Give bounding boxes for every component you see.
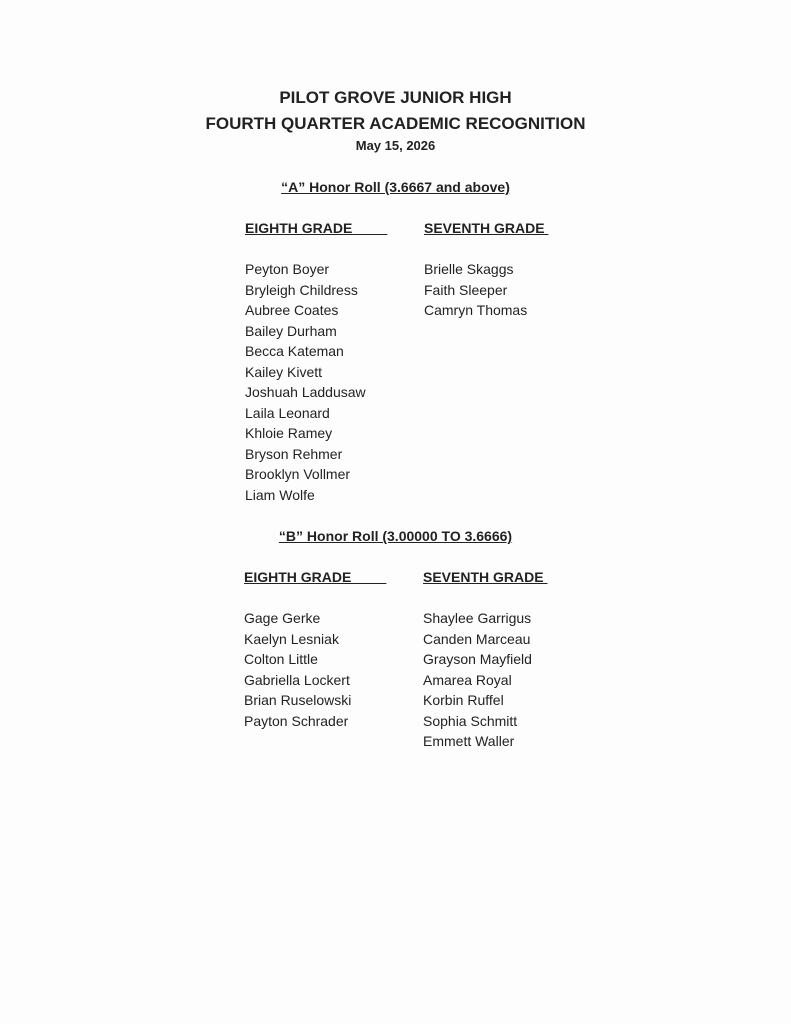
- document-date: May 15, 2026: [355, 138, 436, 153]
- student-name: Colton Little: [244, 651, 318, 667]
- a-seventh-grade-list: [424, 259, 527, 321]
- student-name: Emmett Waller: [423, 733, 515, 749]
- b-seventh-grade-list: [423, 608, 532, 752]
- a-eighth-grade-list: [245, 259, 366, 505]
- student-name: Kaelyn Lesniak: [244, 630, 339, 647]
- student-name: Sophia Schmitt: [423, 712, 518, 729]
- b-seventh-grade-header: SEVENTH GRADE: [423, 569, 548, 585]
- student-name: Brian Ruselowski: [244, 692, 352, 708]
- student-name: Kailey Kivett: [245, 363, 323, 380]
- student-name: Grayson Mayfield: [423, 651, 532, 667]
- a-eighth-grade-header: EIGHTH GRADE: [245, 220, 388, 236]
- student-name: Gage Gerke: [244, 610, 321, 626]
- student-name: Peyton Boyer: [245, 261, 330, 277]
- b-eighth-grade-header: EIGHTH GRADE: [244, 569, 387, 585]
- a-seventh-grade-header: SEVENTH GRADE: [424, 220, 549, 236]
- student-name: Laila Leonard: [245, 404, 330, 421]
- a-honor-roll-heading: “A” Honor Roll (3.6667 and above): [281, 179, 510, 195]
- student-name: Liam Wolfe: [245, 486, 315, 503]
- student-name: Bailey Durham: [245, 322, 337, 339]
- student-name: Faith Sleeper: [424, 281, 508, 298]
- student-name: Brielle Skaggs: [424, 261, 514, 277]
- student-name: Shaylee Garrigus: [423, 610, 532, 626]
- document-title: FOURTH QUARTER ACADEMIC RECOGNITION: [205, 114, 586, 133]
- student-name: Brooklyn Vollmer: [245, 466, 351, 482]
- student-name: Aubree Coates: [245, 302, 339, 318]
- student-name: Bryson Rehmer: [245, 445, 343, 462]
- student-name: Korbin Ruffel: [423, 692, 504, 708]
- student-name: Camryn Thomas: [424, 302, 528, 318]
- student-name: Amarea Royal: [423, 671, 512, 688]
- school-name: PILOT GROVE JUNIOR HIGH: [279, 88, 512, 107]
- student-name: Gabriella Lockert: [244, 671, 350, 688]
- student-name: Khloie Ramey: [245, 425, 333, 441]
- student-name: Canden Marceau: [423, 630, 531, 647]
- student-name: Joshuah Laddusaw: [245, 384, 366, 400]
- b-honor-roll-heading: “B” Honor Roll (3.00000 TO 3.6666): [278, 528, 513, 544]
- student-name: Becca Kateman: [245, 343, 344, 359]
- student-name: Payton Schrader: [244, 712, 349, 729]
- b-eighth-grade-list: [244, 608, 351, 731]
- student-name: Bryleigh Childress: [245, 281, 358, 298]
